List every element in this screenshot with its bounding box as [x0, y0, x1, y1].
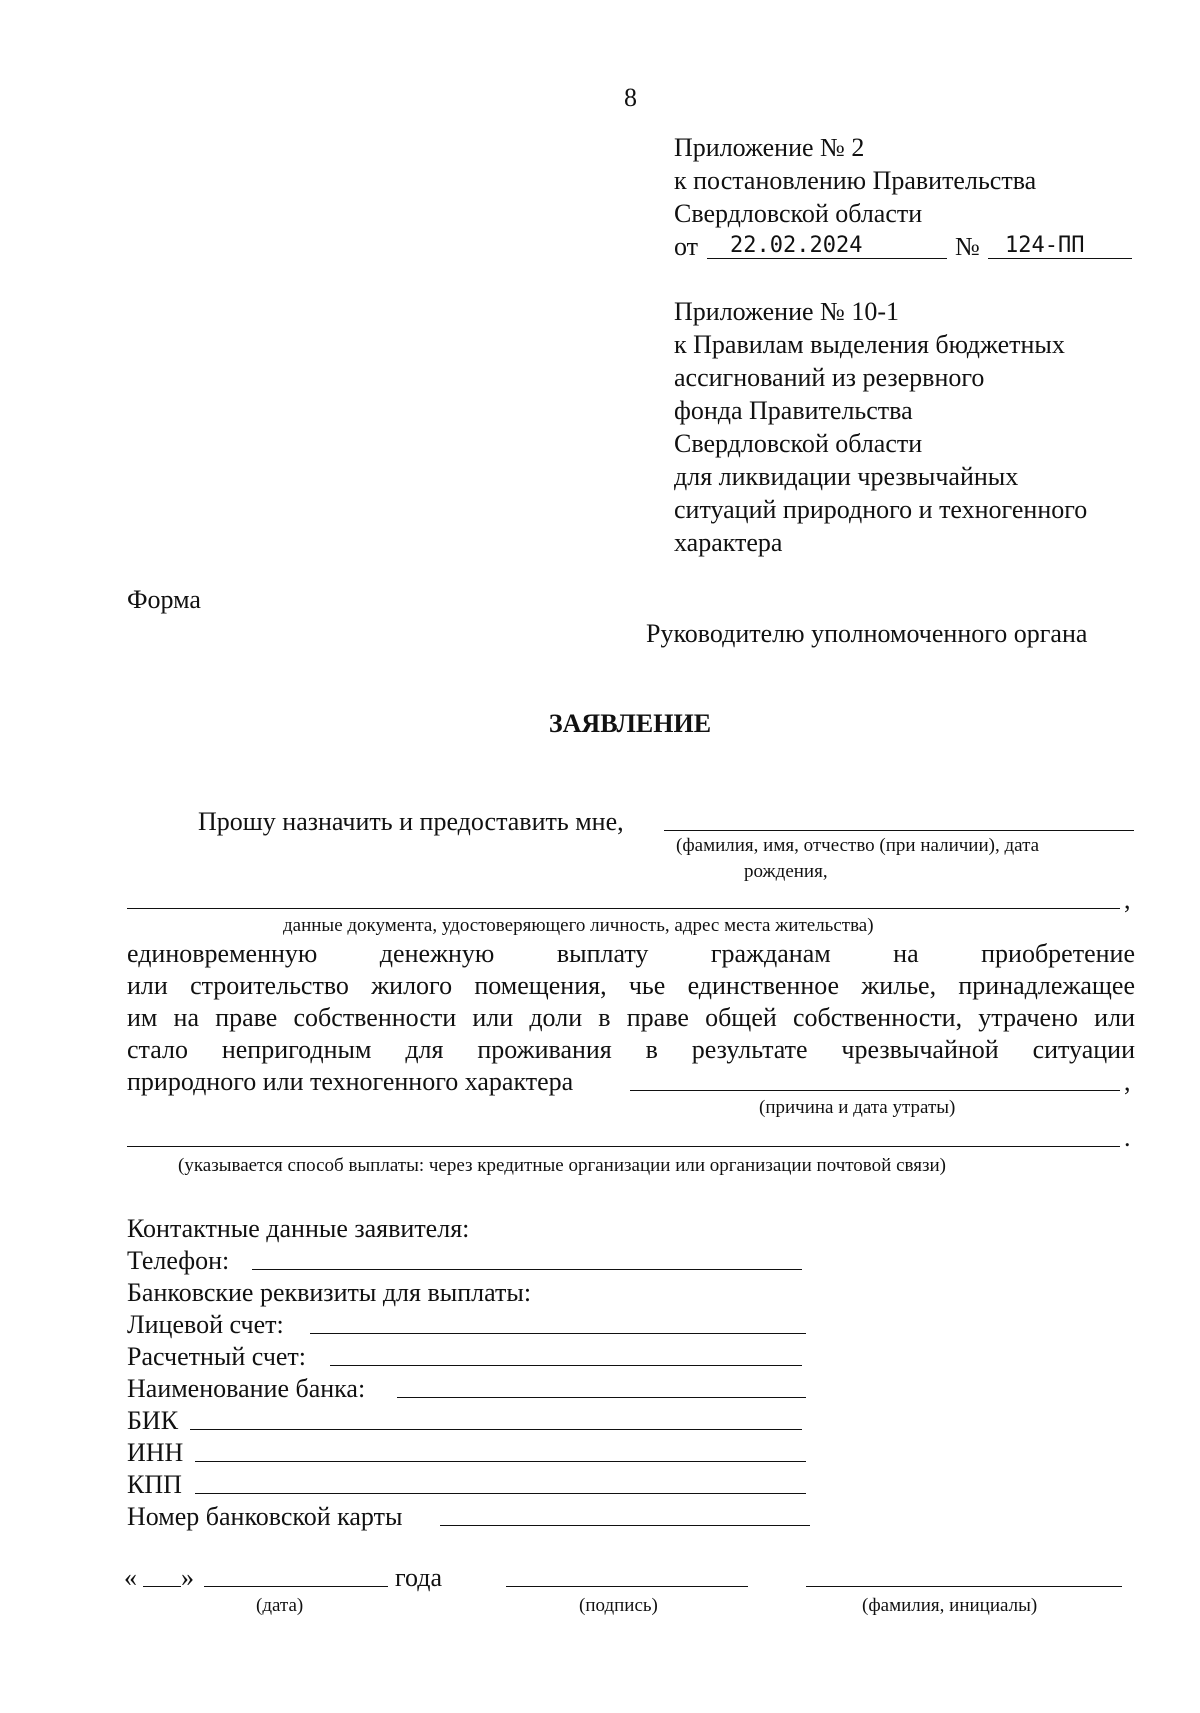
body-line: им на праве собственности или доли в праве общей собственности, утрачено или	[127, 1003, 1135, 1032]
phone-field-line[interactable]	[252, 1269, 802, 1270]
year-word: года	[395, 1563, 443, 1592]
appendix-2-from-label: от	[674, 232, 699, 261]
name-field-line[interactable]	[664, 830, 1134, 831]
hint-full-name: (фамилия, инициалы)	[862, 1595, 1038, 1616]
appendix-2-date: 22.02.2024	[730, 233, 863, 258]
hint-document: данные документа, удостоверяющего личность, адрес места жительства)	[283, 915, 874, 936]
addressee: Руководителю уполномоченного органа	[646, 619, 1088, 648]
appendix-2-line: Свердловской области	[674, 199, 923, 228]
appendix-10-1-line: для ликвидации чрезвычайных	[674, 462, 1019, 491]
document-title: ЗАЯВЛЕНИЕ	[548, 709, 712, 738]
kpp-label: КПП	[127, 1470, 182, 1499]
settlement-account-field-line[interactable]	[330, 1365, 802, 1366]
inn-field-line[interactable]	[195, 1461, 806, 1462]
appendix-10-1-line: Приложение № 10-1	[674, 297, 900, 326]
comma: ,	[1124, 1067, 1131, 1096]
month-field-line[interactable]	[204, 1586, 388, 1587]
body-line: или строительство жилого помещения, чье единственное жилье, принадлежащее	[127, 971, 1135, 1000]
hint-reason: (причина и дата утраты)	[759, 1097, 956, 1118]
bank-heading: Банковские реквизиты для выплаты:	[127, 1278, 532, 1307]
appendix-10-1-line: характера	[674, 528, 783, 557]
quote-open: «	[124, 1563, 137, 1592]
hint-date: (дата)	[256, 1595, 304, 1616]
form-label: Форма	[127, 585, 201, 614]
bank-name-label: Наименование банка:	[127, 1374, 366, 1403]
signature-field-line[interactable]	[506, 1586, 748, 1587]
request-intro: Прошу назначить и предоставить мне,	[198, 807, 624, 836]
appendix-10-1-line: ассигнований из резервного	[674, 363, 985, 392]
appendix-2-title: Приложение № 2	[674, 133, 865, 162]
settlement-account-label: Расчетный счет:	[127, 1342, 307, 1371]
hint-name: (фамилия, имя, отчество (при наличии), дата	[676, 835, 1040, 856]
document-field-line[interactable]	[127, 908, 1120, 909]
card-number-field-line[interactable]	[440, 1525, 810, 1526]
appendix-2-number: 124-ПП	[1005, 233, 1085, 258]
inn-label: ИНН	[127, 1438, 184, 1467]
kpp-field-line[interactable]	[195, 1493, 806, 1494]
card-number-label: Номер банковской карты	[127, 1502, 403, 1531]
appendix-2-number-label: №	[955, 232, 980, 261]
page-number: 8	[624, 83, 637, 112]
date-underline	[707, 258, 947, 259]
appendix-10-1-line: Свердловской области	[674, 429, 923, 458]
comma: ,	[1124, 885, 1131, 914]
day-field-line[interactable]	[143, 1586, 181, 1587]
reason-field-line[interactable]	[630, 1090, 1120, 1091]
appendix-2-line: к постановлению Правительства	[674, 166, 1037, 195]
payment-field-line[interactable]	[127, 1146, 1120, 1147]
hint-name: рождения,	[744, 861, 828, 882]
appendix-10-1-line: фонда Правительства	[674, 396, 913, 425]
phone-label: Телефон:	[127, 1246, 230, 1275]
bank-name-field-line[interactable]	[397, 1397, 806, 1398]
body-line: стало непригодным для проживания в результате чрезвычайной ситуации	[127, 1035, 1135, 1064]
hint-payment: (указывается способ выплаты: через кредитные организации или организации почтовой связи)	[178, 1155, 946, 1176]
contacts-heading: Контактные данные заявителя:	[127, 1214, 470, 1243]
body-line: единовременную денежную выплату гражданам на приобретение	[127, 939, 1135, 968]
bik-label: БИК	[127, 1406, 179, 1435]
full-name-field-line[interactable]	[806, 1586, 1122, 1587]
hint-signature: (подпись)	[579, 1595, 658, 1616]
number-underline	[988, 258, 1132, 259]
personal-account-field-line[interactable]	[310, 1333, 806, 1334]
personal-account-label: Лицевой счет:	[127, 1310, 284, 1339]
quote-close: »	[181, 1563, 194, 1592]
period: .	[1124, 1123, 1131, 1152]
appendix-10-1-line: к Правилам выделения бюджетных	[674, 330, 1065, 359]
bik-field-line[interactable]	[190, 1429, 802, 1430]
body-last-line: природного или техногенного характера	[127, 1067, 574, 1096]
appendix-10-1-line: ситуаций природного и техногенного	[674, 495, 1088, 524]
